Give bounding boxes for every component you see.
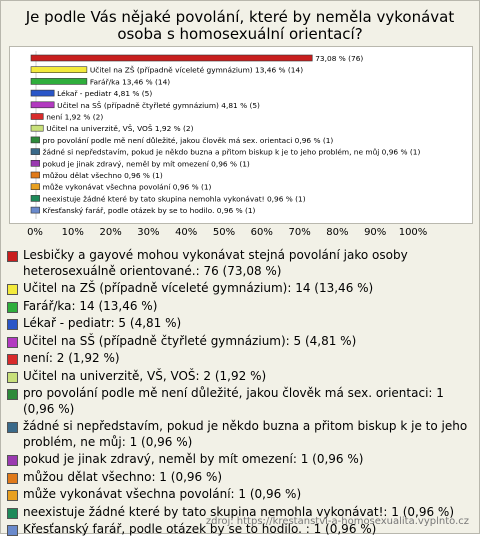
plot-area bbox=[9, 46, 473, 224]
legend-label: neexistuje žádné které by tato skupina nemohla vykonávat!: 1 (0,96 %) bbox=[23, 504, 455, 519]
x-tick-label: 30% bbox=[137, 227, 160, 238]
x-tick-label: 10% bbox=[61, 227, 84, 238]
legend-label: pro povolání podle mě není důležité, jakou člověk má sex. orientaci: 1 (0,96 %) bbox=[23, 386, 444, 416]
legend-swatch bbox=[7, 490, 18, 501]
bar-label: neexistuje žádné které by tato skupina nemohla vykonávat! 0,96 % (1) bbox=[42, 194, 306, 204]
bar-label: žádné si nepředstavím, pokud je někdo buzna a přitom biskup k je to jeho problém, ne můj 0,96 % (1) bbox=[42, 147, 421, 157]
legend-swatch bbox=[7, 508, 18, 519]
bar-label: pro povolání podle mě není důležité, jakou člověk má sex. orientaci 0,96 % (1) bbox=[42, 135, 334, 145]
legend-item bbox=[7, 419, 477, 450]
bar bbox=[31, 195, 40, 201]
bar-label: Farář/ka 13,46 % (14) bbox=[89, 77, 171, 87]
bar-label: Křesťanský farář, podle otázek by se to hodilo. 0,96 % (1) bbox=[42, 206, 256, 216]
x-tick-label: 80% bbox=[326, 227, 349, 238]
legend-label: není: 2 (1,92 %) bbox=[23, 351, 120, 365]
legend-label: Křesťanský farář, podle otázek by se to hodilo. : 1 (0,96 %) bbox=[23, 522, 377, 536]
x-tick-label: 40% bbox=[175, 227, 198, 238]
legend-swatch bbox=[7, 337, 18, 348]
legend-item bbox=[7, 452, 477, 468]
bar bbox=[31, 137, 40, 143]
legend-swatch bbox=[7, 302, 18, 313]
bar-chart bbox=[10, 47, 472, 223]
legend bbox=[7, 248, 477, 540]
legend-label: žádné si nepředstavím, pokud je někdo buzna a přitom biskup k je to jeho problém, ne můj: 1 (0,96 %) bbox=[23, 419, 468, 449]
bar-label: může vykonávat všechna povolání 0,96 % (1) bbox=[42, 182, 212, 192]
legend-item bbox=[7, 299, 477, 315]
bar bbox=[31, 114, 43, 120]
legend-swatch bbox=[7, 284, 18, 295]
legend-label: Učitel na ZŠ (případně víceleté gymnázium): 14 (13,46 %) bbox=[23, 281, 374, 295]
legend-label: může vykonávat všechna povolání: 1 (0,96 %) bbox=[23, 487, 302, 501]
legend-swatch bbox=[7, 319, 18, 330]
legend-item bbox=[7, 470, 477, 486]
legend-item bbox=[7, 281, 477, 297]
bar-label: Učitel na SŠ (případně čtyřleté gymnázium) 4,81 % (5) bbox=[57, 100, 260, 110]
legend-label: Učitel na univerzitě, VŠ, VOŠ: 2 (1,92 %) bbox=[23, 368, 267, 383]
x-tick-label: 50% bbox=[212, 227, 236, 238]
bar bbox=[31, 102, 54, 108]
legend-label: Učitel na SŠ (případně čtyřleté gymnázium): 5 (4,81 %) bbox=[23, 333, 357, 348]
legend-item bbox=[7, 334, 477, 350]
legend-item bbox=[7, 248, 477, 279]
legend-label: Farář/ka: 14 (13,46 %) bbox=[23, 298, 158, 313]
bar bbox=[31, 172, 40, 178]
legend-swatch bbox=[7, 372, 18, 383]
legend-swatch bbox=[7, 525, 18, 536]
bar bbox=[31, 67, 87, 73]
bar-label: Lékař - pediatr 4,81 % (5) bbox=[57, 89, 153, 99]
chart-title: Je podle Vás nějaké povolání, které by neměla vykonávat osoba s homosexuální orientací? bbox=[25, 8, 455, 43]
bar bbox=[31, 90, 54, 96]
bar bbox=[31, 55, 312, 61]
legend-label: Lesbičky a gayové mohou vykonávat stejná povolání jako osoby heterosexuálně orientované.: 76 (73,08 %) bbox=[23, 248, 408, 278]
legend-item bbox=[7, 351, 477, 367]
bar bbox=[31, 78, 87, 84]
bar bbox=[31, 125, 43, 131]
x-tick-label: 100% bbox=[398, 227, 428, 238]
x-tick-label: 0% bbox=[27, 227, 43, 238]
bar-label: 73,08 % (76) bbox=[315, 54, 364, 63]
legend-swatch bbox=[7, 354, 18, 365]
bar-label: Učitel na univerzitě, VŠ, VOŠ 1,92 % (2) bbox=[46, 124, 194, 134]
legend-swatch bbox=[7, 473, 18, 484]
legend-label: Lékař - pediatr: 5 (4,81 %) bbox=[23, 316, 182, 330]
legend-item bbox=[7, 487, 477, 503]
source-note: zdroj: https://krestanstvi-a-homosexualita.vyplnto.cz bbox=[205, 516, 469, 527]
legend-swatch bbox=[7, 389, 18, 400]
x-tick-label: 20% bbox=[99, 227, 122, 238]
x-tick-label: 60% bbox=[250, 227, 273, 238]
legend-swatch bbox=[7, 251, 18, 262]
legend-label: pokud je jinak zdravý, neměl by mít omezení: 1 (0,96 %) bbox=[23, 452, 364, 466]
legend-swatch bbox=[7, 422, 18, 433]
x-tick-label: 70% bbox=[288, 227, 311, 238]
x-tick-label: 90% bbox=[364, 227, 387, 238]
legend-item bbox=[7, 369, 477, 385]
bar-label: není 1,92 % (2) bbox=[46, 112, 104, 122]
legend-label: můžou dělat všechno: 1 (0,96 %) bbox=[23, 469, 223, 484]
bar-label: můžou dělat všechno 0,96 % (1) bbox=[42, 171, 163, 180]
bar bbox=[31, 207, 40, 213]
x-axis-ticks bbox=[1, 227, 480, 241]
bar-label: Učitel na ZŠ (případně víceleté gymnázium) 13,46 % (14) bbox=[89, 65, 304, 75]
bar bbox=[31, 149, 40, 155]
legend-swatch bbox=[7, 455, 18, 466]
bar-label: pokud je jinak zdravý, neměl by mít omezení 0,96 % (1) bbox=[42, 159, 250, 169]
legend-item bbox=[7, 386, 477, 417]
bar bbox=[31, 184, 40, 190]
legend-item bbox=[7, 316, 477, 332]
bar bbox=[31, 160, 40, 166]
